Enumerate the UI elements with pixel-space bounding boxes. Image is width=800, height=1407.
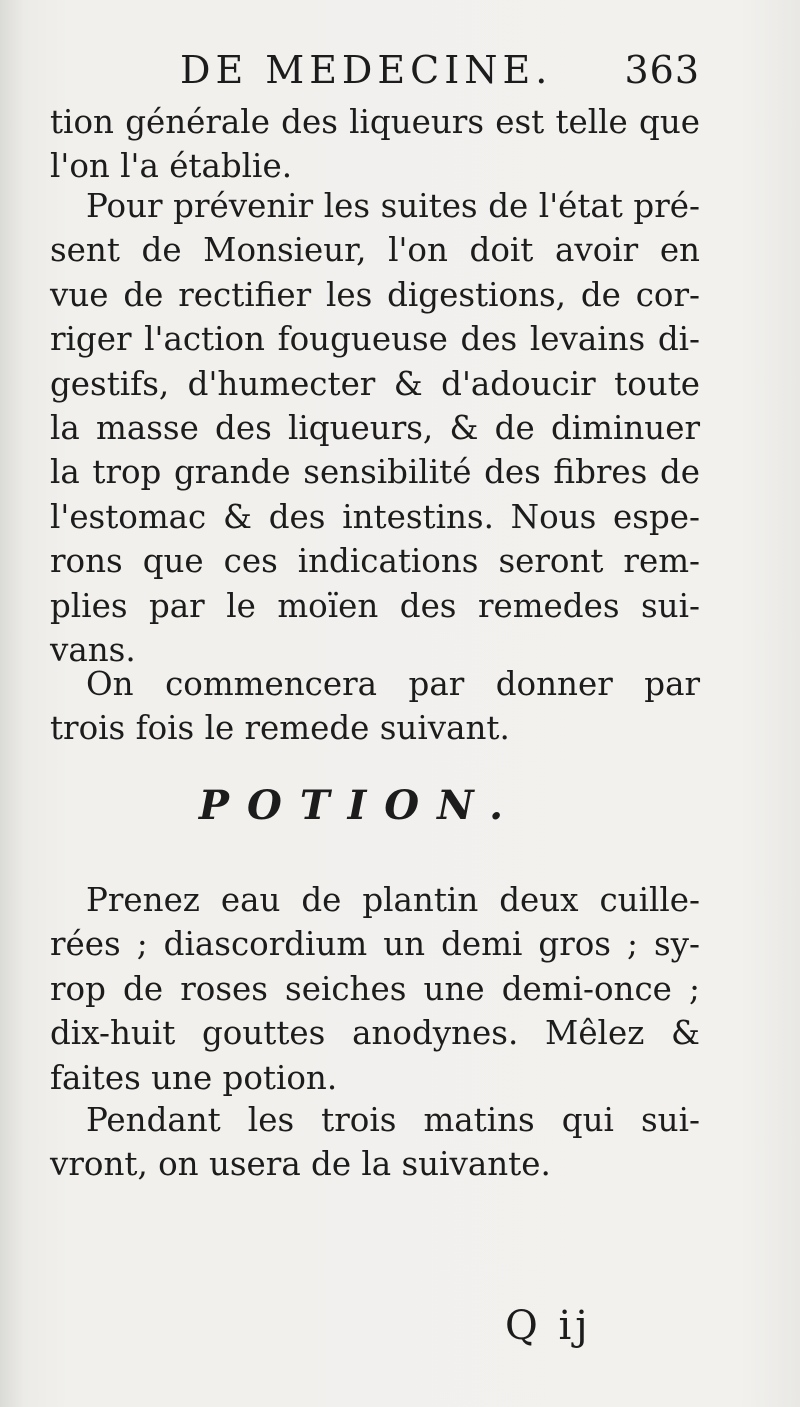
text-line: sent de Monsieur, l'on doit avoir en (50, 231, 700, 270)
text-line: Pendant les trois matins qui sui- (86, 1101, 700, 1139)
text-line: rons que ces indications seront rem- (50, 542, 700, 581)
text-line: tion générale des liqueurs est telle que (50, 103, 700, 141)
text-line: vront, on usera de la suivante. (50, 1145, 551, 1184)
running-title: DE MEDECINE. (180, 48, 553, 92)
text-line: l'on l'a établie. (50, 147, 293, 186)
text-line: la masse des liqueurs, & de diminuer (50, 408, 700, 447)
text-line: On commencera par donner par (86, 665, 700, 703)
text-line: rées ; diascordium un demi gros ; sy- (50, 925, 700, 964)
paragraph-prevention (50, 184, 700, 672)
section-heading: POTION. (198, 782, 522, 829)
text-line: plies par le moïen des remedes sui- (50, 586, 700, 625)
paragraph-following (50, 1098, 700, 1187)
text-line: la trop grande sensibilité des fibres de (50, 453, 700, 492)
text-line: riger l'action fougueuse des levains di- (50, 320, 700, 359)
paragraph-recipe (50, 878, 700, 1100)
paragraph-continuation (50, 100, 700, 189)
page-number: 363 (624, 48, 700, 92)
text-line: dix-huit gouttes anodynes. Mêlez & (50, 1014, 700, 1053)
text-line: l'estomac & des intestins. Nous espe- (50, 497, 700, 536)
text-line: vans. (50, 630, 136, 669)
text-line: Prenez eau de plantin deux cuille- (86, 881, 700, 919)
signature-mark: Q ij (505, 1303, 592, 1349)
text-line: trois fois le remede suivant. (50, 709, 510, 748)
text-line: rop de roses seiches une demi-once ; (50, 969, 700, 1008)
text-line: vue de rectifier les digestions, de cor- (50, 275, 700, 314)
text-line: gestifs, d'humecter & d'adoucir toute (50, 364, 700, 403)
page-header (180, 48, 700, 98)
paragraph-instruction (50, 662, 700, 751)
text-line: faites une potion. (50, 1058, 338, 1097)
text-line: Pour prévenir les suites de l'état pré- (86, 187, 700, 225)
